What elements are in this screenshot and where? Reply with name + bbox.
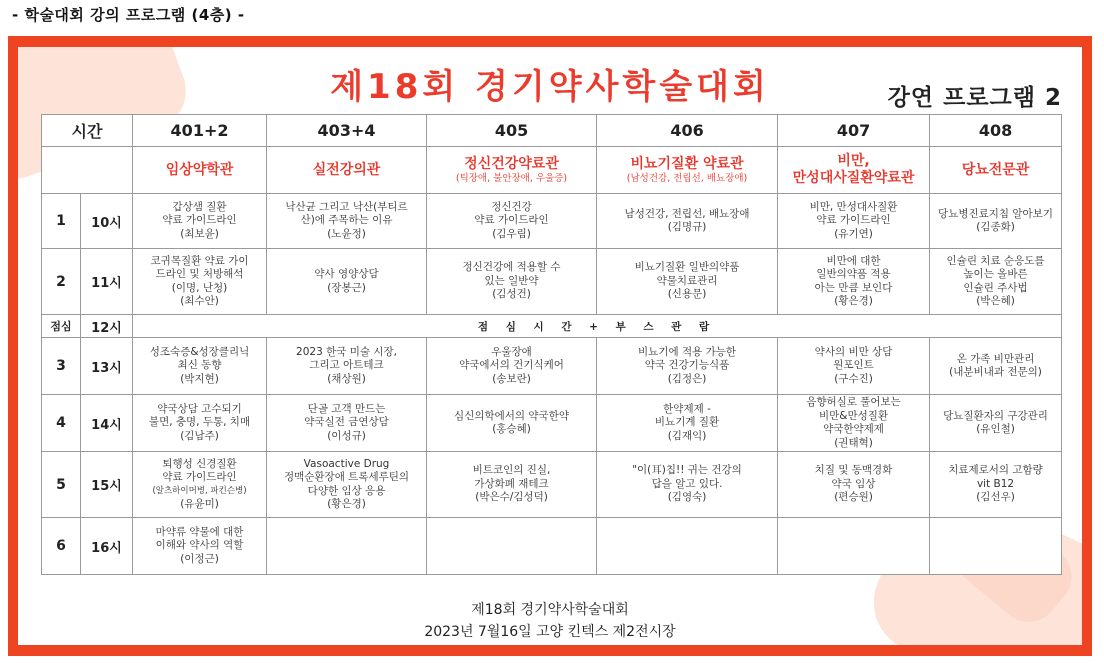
- lecture-cell: [267, 194, 427, 249]
- lecture-line: 약국실전 금연상담: [304, 416, 389, 429]
- lecture-line: 2023 한국 미술 시장,: [296, 345, 397, 358]
- session-time: 14시: [81, 395, 133, 452]
- lecture-line: 비만에 대한: [826, 254, 881, 267]
- lecture-cell: [930, 338, 1062, 395]
- lecture-cell: [133, 518, 267, 575]
- room-header: 406: [597, 115, 778, 147]
- lecture-cell: [597, 518, 778, 575]
- category-subtitle: (틱장애, 불안장애, 우울증): [455, 172, 568, 184]
- lecture-line: 비뇨기계 질환: [654, 416, 720, 429]
- lecture-line: 정신건강에 적용할 수: [462, 261, 561, 274]
- category-cell: [133, 147, 267, 194]
- program-poster: [18, 47, 1082, 645]
- lecture-line: 최신 동향: [177, 359, 222, 372]
- category-name: 당뇨전문관: [961, 161, 1030, 178]
- lecture-cell: [427, 338, 597, 395]
- session-time: 13시: [81, 338, 133, 395]
- lecture-line: 비만, 만성대사질환: [809, 200, 898, 213]
- lecture-line: (이명, 난청): [171, 281, 228, 294]
- lecture-line: 약료 가이드라인: [162, 214, 237, 227]
- lecture-cell: [267, 395, 427, 452]
- lecture-cell: [597, 194, 778, 249]
- lecture-line: 우울장애: [491, 345, 532, 358]
- lecture-line: 약국한약제제: [823, 423, 884, 435]
- lunch-label: 점심: [42, 315, 81, 338]
- lecture-cell: [930, 395, 1062, 452]
- lecture-cell: [597, 249, 778, 315]
- room-header: 408: [930, 115, 1062, 147]
- lecture-line: 가상화폐 재테크: [474, 477, 549, 490]
- lecture-line: (김명규): [667, 221, 707, 233]
- lecture-line: 약물치료관리: [656, 274, 718, 287]
- lecture-line: 약료 가이드라인: [162, 471, 237, 483]
- lecture-line: 비뇨기에 적용 가능한: [638, 345, 736, 358]
- lecture-cell: [133, 452, 267, 518]
- session-row: [42, 249, 1062, 315]
- category-name: 정신건강약료관: [464, 155, 559, 172]
- lecture-cell: [133, 395, 267, 452]
- lecture-cell: [267, 249, 427, 315]
- lecture-line: 있는 일반약: [484, 274, 539, 287]
- lecture-line: 당뇨질환자의 구강관리: [943, 409, 1048, 422]
- category-cell: [597, 147, 778, 194]
- lecture-cell: [133, 249, 267, 315]
- lecture-line: (최수안): [180, 295, 219, 307]
- lecture-line: 한약제제 -: [663, 402, 711, 415]
- lecture-line: 약국에서의 건기식케어: [459, 359, 564, 372]
- lecture-line: 약국 건강기능식품: [644, 359, 730, 372]
- category-cell: [930, 147, 1062, 194]
- category-subtitle: (남성건강, 전립선, 배뇨장애): [626, 172, 748, 184]
- lecture-cell: [778, 518, 930, 575]
- lecture-line: 퇴행성 신경질환: [162, 457, 237, 470]
- lecture-line: 비만&만성질환: [818, 409, 889, 422]
- lecture-cell: [778, 338, 930, 395]
- schedule-table: [41, 114, 1062, 575]
- footer-date-venue: 2023년 7월16일 고양 킨텍스 제2전시장: [424, 624, 676, 640]
- lecture-cell: [930, 452, 1062, 518]
- lecture-line: (박지현): [180, 372, 219, 385]
- lecture-line: 약료 가이드라인: [816, 214, 891, 227]
- lecture-cell: [427, 249, 597, 315]
- lecture-line: 아는 만큼 보인다: [814, 281, 893, 294]
- lecture-line: 다양한 임상 응용: [307, 484, 386, 497]
- lecture-line: 드라인 및 처방해석: [155, 268, 244, 280]
- lecture-line: (장봉근): [327, 281, 366, 294]
- session-row: [42, 338, 1062, 395]
- footer-event-name: 제18회 경기약사학술대회: [471, 602, 629, 618]
- lecture-line: 음향허실로 풀어보는: [806, 396, 901, 408]
- lecture-cell: [778, 395, 930, 452]
- lecture-line: 약료 가이드라인: [474, 214, 549, 227]
- session-number: 5: [42, 452, 81, 518]
- lecture-line: 인슐린 치료 순응도를: [946, 254, 1045, 267]
- poster-title: 제18회 경기약사학술대회: [330, 67, 770, 107]
- lecture-cell: [427, 518, 597, 575]
- session-number: 3: [42, 338, 81, 395]
- lecture-line: 단골 고객 만드는: [307, 402, 386, 415]
- room-header: 405: [427, 115, 597, 147]
- lecture-line: 원포인트: [833, 359, 874, 372]
- lecture-line: "이(耳)칩!! 귀는 건강의: [632, 464, 742, 477]
- lunch-break-text: 점 심 시 간 + 부 스 관 람: [133, 315, 1062, 338]
- lecture-line: (유기연): [834, 227, 873, 240]
- category-row: [42, 147, 1062, 194]
- lecture-cell: [267, 518, 427, 575]
- lecture-line: 치질 및 동맥경화: [814, 464, 893, 477]
- time-header: 시간: [42, 115, 133, 147]
- lecture-line: (내분비내과 전문의): [949, 366, 1042, 378]
- lecture-cell: [930, 194, 1062, 249]
- lecture-line: (편승원): [834, 491, 873, 504]
- category-blank: [42, 147, 133, 194]
- lecture-line: (이정근): [180, 552, 219, 565]
- lecture-line: (채상원): [327, 372, 366, 385]
- lecture-line: 답을 알고 있다.: [651, 477, 723, 490]
- schedule-body: [42, 147, 1062, 575]
- lecture-line: vit B12: [976, 477, 1015, 490]
- room-header: 401+2: [133, 115, 267, 147]
- session-row: [42, 194, 1062, 249]
- lecture-cell: [778, 194, 930, 249]
- poster-subtitle: 강연 프로그램 2: [887, 85, 1062, 111]
- lecture-line: 비뇨기질환 일반의약품: [634, 261, 740, 274]
- category-name: 실전강의관: [312, 161, 381, 178]
- category-name: 임상약학관: [165, 161, 234, 178]
- lecture-line: (유인철): [976, 423, 1015, 435]
- lecture-line: (송보란): [492, 372, 531, 385]
- session-row: [42, 518, 1062, 575]
- lecture-line: 성조숙증&성장클리닉: [149, 345, 250, 358]
- lecture-line: 코귀목질환 약료 가이: [150, 254, 249, 267]
- lecture-line: 심신의학에서의 약국한약: [454, 409, 569, 422]
- session-number: 6: [42, 518, 81, 575]
- lecture-cell: [930, 518, 1062, 575]
- lecture-cell: [133, 338, 267, 395]
- lecture-line: 높이는 올바른: [963, 268, 1028, 280]
- lecture-line: (황은경): [834, 295, 873, 307]
- lecture-cell: [778, 452, 930, 518]
- lecture-line: (구수진): [834, 372, 873, 385]
- category-cell: [427, 147, 597, 194]
- lecture-line: (김재익): [667, 429, 707, 442]
- lecture-line: (김정은): [667, 372, 707, 385]
- lunch-row: [42, 315, 1062, 338]
- lecture-line: 약사의 비만 상담: [814, 345, 893, 358]
- session-time: 10시: [81, 194, 133, 249]
- lecture-line: (홍승혜): [492, 423, 531, 435]
- session-time: 16시: [81, 518, 133, 575]
- lecture-cell: [133, 194, 267, 249]
- page-heading: - 학술대회 강의 프로그램 (4층) -: [12, 6, 245, 24]
- lecture-cell: [597, 395, 778, 452]
- lecture-cell: [597, 338, 778, 395]
- lecture-line: (김영숙): [667, 491, 707, 504]
- lecture-line: (노윤정): [327, 227, 366, 240]
- lecture-line: 약국 임상: [831, 477, 876, 490]
- lecture-line: (김종화): [976, 221, 1015, 233]
- lecture-cell: [427, 395, 597, 452]
- category-name: 비만,: [837, 153, 870, 169]
- lecture-line: 갑상샘 질환: [172, 200, 227, 213]
- lecture-line: (이성규): [327, 429, 366, 442]
- lecture-line: 남성건강, 전립선, 배뇨장애: [624, 207, 750, 220]
- category-subtitle: 만성대사질환약료관: [792, 170, 915, 186]
- lecture-line: (황은경): [327, 498, 366, 510]
- session-number: 2: [42, 249, 81, 315]
- lecture-line: (알츠하이머병, 파킨슨병): [152, 485, 247, 496]
- lecture-line: 치료제로서의 고함량: [948, 464, 1043, 477]
- lecture-cell: [427, 194, 597, 249]
- lecture-line: 이해와 약사의 역할: [155, 539, 244, 552]
- lecture-cell: [427, 452, 597, 518]
- lecture-line: (최보윤): [180, 227, 219, 240]
- lecture-line: 비트코인의 진실,: [472, 464, 551, 477]
- session-number: 4: [42, 395, 81, 452]
- lecture-cell: [267, 452, 427, 518]
- lecture-line: 마약류 약물에 대한: [155, 525, 244, 538]
- lecture-line: (권태혁): [834, 436, 873, 449]
- lecture-line: 인슐린 주사법: [963, 281, 1028, 294]
- category-cell: [778, 147, 930, 194]
- lecture-line: (김우림): [492, 227, 531, 240]
- category-cell: [267, 147, 427, 194]
- lecture-line: 약국상담 고수되기: [157, 402, 242, 415]
- lecture-line: 약사 영양상담: [314, 268, 379, 280]
- lecture-line: Vasoactive Drug: [303, 457, 390, 470]
- lecture-cell: [930, 249, 1062, 315]
- session-time: 15시: [81, 452, 133, 518]
- lecture-line: (박은혜): [976, 295, 1015, 307]
- room-header: 403+4: [267, 115, 427, 147]
- lecture-line: (김선우): [976, 491, 1015, 504]
- lecture-line: 낙산균 그리고 낙산(부티르: [285, 200, 408, 213]
- lecture-line: (유윤미): [180, 498, 219, 510]
- lunch-time: 12시: [81, 315, 133, 338]
- lecture-cell: [267, 338, 427, 395]
- lecture-line: (김남주): [180, 429, 219, 442]
- lecture-line: 일반의약품 적용: [816, 268, 891, 280]
- lecture-line: 당뇨병진료지침 알아보기: [938, 207, 1053, 220]
- room-header: 407: [778, 115, 930, 147]
- session-number: 1: [42, 194, 81, 249]
- lecture-line: 그리고 아트테크: [309, 359, 384, 372]
- lecture-cell: [778, 249, 930, 315]
- session-row: [42, 452, 1062, 518]
- lecture-cell: [597, 452, 778, 518]
- lecture-line: 온 가족 비만관리: [956, 352, 1035, 365]
- category-name: 비뇨기질환 약료관: [630, 155, 744, 172]
- lecture-line: 불면, 충명, 두통, 치매: [148, 416, 251, 429]
- lecture-line: (신용문): [667, 288, 707, 301]
- session-row: [42, 395, 1062, 452]
- lecture-line: 정맥순환장애 트록세루틴의: [283, 471, 410, 483]
- lecture-line: (박은수/김성덕): [475, 491, 548, 504]
- lecture-line: 정신건강: [491, 200, 532, 213]
- lecture-line: (김성건): [492, 288, 531, 301]
- session-time: 11시: [81, 249, 133, 315]
- lecture-line: 산)에 주목하는 이유: [300, 214, 393, 227]
